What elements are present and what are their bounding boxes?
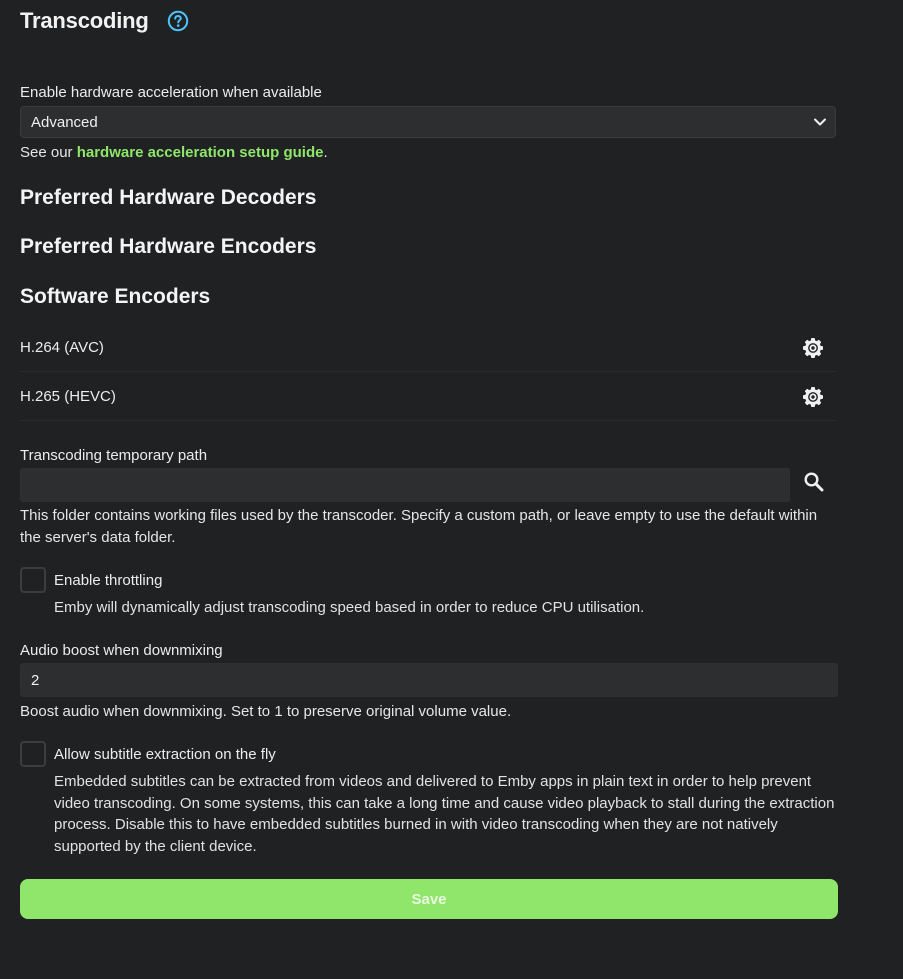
heading-software-encoders: Software Encoders: [20, 285, 211, 308]
encoder-name: H.265 (HEVC): [20, 388, 116, 405]
subtitle-extraction-description: Embedded subtitles can be extracted from videos and delivered to Emby apps in plain text in order to help prevent video transcoding. On some systems, this can take a long time and cause video playback to stall during the extraction process. Disable this to have embedded subtitles burned in with video transcoding when they are not natively supported by the client device.: [54, 773, 835, 855]
temp-path-input[interactable]: [20, 468, 790, 502]
search-icon[interactable]: [802, 470, 826, 494]
chevron-down-icon: [813, 115, 827, 129]
audio-boost-label: Audio boost when downmixing: [20, 642, 223, 659]
gear-icon[interactable]: [802, 337, 824, 359]
save-button[interactable]: Save: [20, 879, 838, 919]
page-title: Transcoding: [20, 8, 149, 33]
subtitle-extraction-label: Allow subtitle extraction on the fly: [54, 746, 276, 763]
hw-accel-help-suffix: .: [323, 144, 328, 161]
hw-accel-selected-value: Advanced: [31, 113, 98, 131]
title-row: [20, 8, 189, 34]
heading-preferred-hw-decoders: Preferred Hardware Decoders: [20, 186, 317, 209]
throttling-description: Emby will dynamically adjust transcoding speed based in order to reduce CPU utilisation.: [54, 599, 645, 616]
hw-accel-help-prefix: See our: [20, 144, 77, 161]
software-encoder-row-h265: [20, 373, 836, 421]
gear-icon[interactable]: [802, 386, 824, 408]
audio-boost-input[interactable]: 2: [20, 663, 838, 697]
hw-accel-label: Enable hardware acceleration when available: [20, 84, 322, 101]
temp-path-help: This folder contains working files used by the transcoder. Specify a custom path, or leave empty to use the default within the server's data folder.: [20, 507, 818, 546]
temp-path-label: Transcoding temporary path: [20, 447, 208, 464]
audio-boost-help: Boost audio when downmixing. Set to 1 to preserve original volume value.: [20, 703, 512, 720]
hw-accel-select[interactable]: [20, 106, 836, 138]
subtitle-extraction-checkbox[interactable]: [20, 741, 46, 767]
encoder-name: H.264 (AVC): [20, 339, 104, 356]
software-encoder-row-h264: [20, 324, 836, 372]
hw-accel-guide-link[interactable]: hardware acceleration setup guide: [76, 144, 324, 161]
question-circle-icon[interactable]: [167, 10, 189, 32]
throttling-label: Enable throttling: [54, 572, 163, 589]
heading-preferred-hw-encoders: Preferred Hardware Encoders: [20, 235, 317, 258]
hw-accel-help: [20, 142, 328, 164]
throttling-checkbox[interactable]: [20, 567, 46, 593]
